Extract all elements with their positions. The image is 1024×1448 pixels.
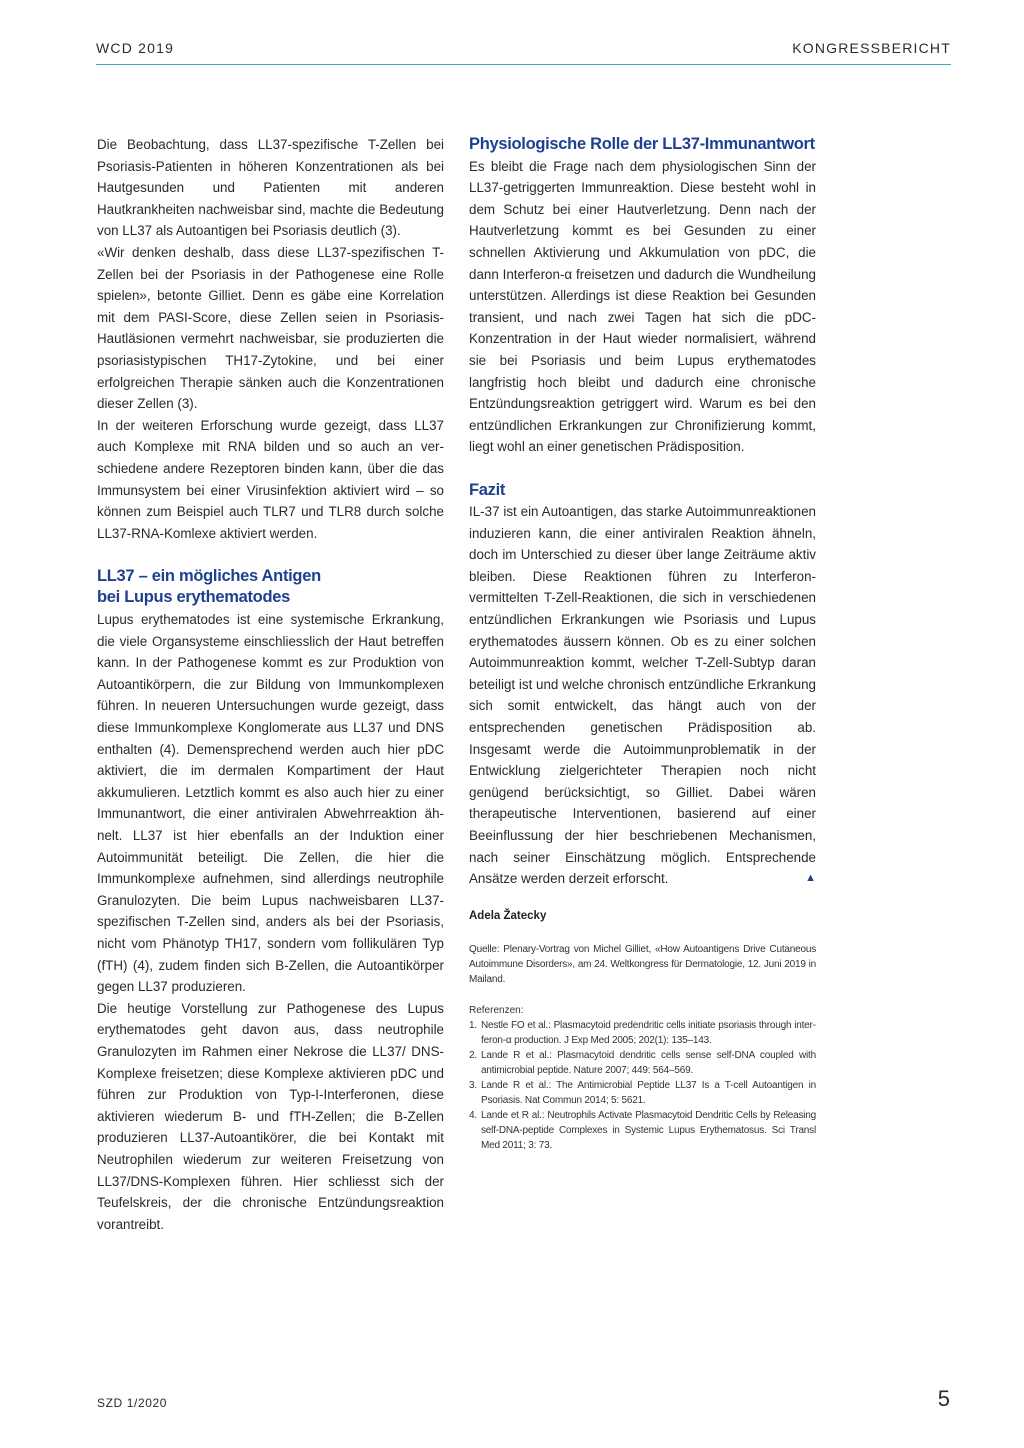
paragraph: Die Beobachtung, dass LL37-spezifische T-Zellen bei Psoriasis-Patienten in höheren Konzentrationen als bei Hautgesunden und Patienten mit anderen Hautkrankheiten nachweisbar sind, machte die Bedeutung von LL37 als Autoantigen bei Psoriasis deutlich (3). — [97, 137, 444, 239]
reference-item — [469, 1048, 816, 1078]
left-column — [97, 134, 444, 1235]
journal-section-label: WCD 2019 — [96, 40, 175, 56]
references-title: Referenzen: — [469, 1004, 524, 1016]
paragraph-text: IL-37 ist ein Autoantigen, das starke Autoimmunreaktionen induzieren kann, die einer antiviralen Reaktion ähneln, doch im Unterschied zu dieser über lange Zeiträume aktiv bleiben. Diese Reaktionen führen zu Interferon-vermittelten T-Zell-Reaktionen, die sich in verschiedenen entzündlichen Erkrankungen wie Psoriasis und Lupus erythematodes äussern können. Ob es zu einer solchen Autoimmunreaktion kommt, welcher T-Zell-Subtyp daran beteiligt ist und welche chronisch entzündliche Erkrankung sich somit entwickelt, das hängt auch von der entsprechenden genetischen Prädisposition ab. Insgesamt werde die Autoimmunproblematik in der Entwicklung zielgerichteter Therapien noch nicht genügend berücksichtigt, so Gilliet. Dabei wären therapeutische Interventionen, basierend auf einer Beeinflussung der hier beschriebenen Mechanismen, nach seiner Einschätzung möglich. Entsprechende Ansätze werden derzeit erforscht. — [469, 504, 816, 887]
reference-text: Nestle FO et al.: Plasmacytoid predendritic cells initiate psoriasis through interferon-α production. J Exp Med 2005; 202(1): 135–143. — [481, 1019, 816, 1046]
page-header — [96, 38, 951, 65]
reference-text: Lande et R al.: Neutrophils Activate Plasmacytoid Dendritic Cells by Releasing self-DNA-peptide Complexes in Systemic Lupus Erythematosus. Sci Transl Med 2011; 3: 73. — [481, 1109, 816, 1151]
paragraph: In der weiteren Erforschung wurde gezeigt, dass LL37 auch Komplexe mit RNA bilden und so auch an verschiedene andere Rezeptoren binden kann, über die das Immunsystem bei einer Virusinfektion aktiviert wird – so können zum Beispiel auch TLR7 und TLR8 durch solche LL37-RNA-Komlexe aktiviert werden. — [97, 417, 444, 541]
paragraph: Es bleibt die Frage nach dem physiologischen Sinn der LL37-getriggerten Immunreaktion. Diese besteht wohl in dem Schutz bei einer Hautverletzung. Denn nach der Hautverletzung kommt es bei Gesunden zu einer schnellen Aktivierung und Akkumulation von pDC, die dann Interferon-α freisetzen und dadurch die Wundheilung unterstützen. Allerdings ist diese Reaktion bei Gesunden transient, und nach zwei Tagen hat sich die pDC-Konzentration in der Haut wieder normalisiert, während sie bei Psoriasis und beim Lupus erythematodes langfristig hoch bleibt und dadurch eine chronische Entzündungsreaktion getriggert wird. Warum es bei den entzündlichen Erkrankungen zur Chronifizierung kommt, liegt wohl an einer genetischen Prädisposition. — [469, 158, 816, 455]
right-column — [469, 134, 816, 1153]
section-heading-line: bei Lupus erythematodes — [97, 588, 290, 607]
section-heading: Physiologische Rolle der LL37-Immunantwort — [469, 135, 815, 153]
reference-item — [469, 1108, 816, 1153]
category-label: KONGRESSBERICHT — [792, 40, 951, 56]
section-heading-line: LL37 – ein mögliches Antigen — [97, 566, 321, 585]
paragraph: Lupus erythematodes ist eine systemische Erkrankung, die viele Organsysteme einschliesslich der Haut betreffen kann. In der Pathogenese kommt es zur Produktion von Autoantikörpern, die zur Bildung von Immunkomplexen führen. In neueren Untersuchungen wurde gezeigt, dass diese Immunkomplexe Konglomerate aus LL37 und DNS enthalten (4). Demensprechend werden auch hier pDC aktiviert, die im dermalen Kompartiment der Haut akkumulieren. Letztlich kommt es also auch hier zu einer Immunantwort, die einer antiviralen Abwehrreaktion ähnelt. LL37 ist hier ebenfalls an der Induktion einer Autoimmunität beteiligt. Die Zellen, die hier die Immunkomplexe aufnehmen, sind allerdings neutrophile Granulozyten. Die beim Lupus nachweisbaren LL37-spezifischen T-Zellen sind, anders als bei der Psoriasis, nicht vom Phänotyp TH17, sondern vom follikulären Typ (fTH) (4), zudem finden sich B-Zellen, die Autoantikörper gegen LL37 produzieren. — [97, 612, 444, 995]
section-heading — [97, 566, 444, 609]
references-list — [469, 1018, 816, 1153]
section-heading: Fazit — [469, 480, 506, 499]
reference-number: 3. — [469, 1079, 477, 1091]
reference-item — [469, 1018, 816, 1048]
reference-number: 4. — [469, 1109, 477, 1121]
paragraph: «Wir denken deshalb, dass diese LL37-spezifischen T-Zellen bei der Psoriasis in der Pathogenese eine Rolle spielen», betonte Gilliet. Denn es gäbe eine Korrelation mit dem PASI-Score, diese Zellen seien in Psoriasis-Hautläsionen vermehrt nachweisbar, sie produzierten die psoriasistypischen TH17-Zytokine, und bei einer erfolgreichen Therapie sänken auch die Konzentrationen dieser Zellen (3). — [97, 244, 444, 412]
end-of-article-triangle-icon: ▲ — [805, 872, 816, 885]
source-note: Quelle: Plenary-Vortrag von Michel Gilliet, «How Autoantigens Drive Cutaneous Autoimmune Disorders», am 24. Weltkongress für Dermatologie, 12. Juni 2019 in Mailand. — [469, 943, 816, 985]
reference-number: 1. — [469, 1019, 477, 1031]
page-number: 5 — [937, 1386, 950, 1411]
author-name: Adela Žatecky — [469, 909, 547, 922]
paragraph: Die heutige Vorstellung zur Pathogenese des Lupus erythematodes geht davon aus, dass neutrophile Granulozyten im Rahmen einer Nekrose die LL37/ DNS-Komplexe freisetzen; diese Komplexe aktivieren pDC und führen zur Produktion von Typ-I-Interferonen, diese aktivieren wiederum B- und fTH-Zellen; die B-Zellen produzieren LL37-Autoantikörer, die bei Kontakt mit Neutrophilen wiederum zur weiteren Freisetzung von LL37/DNS-Komplexen führen. Hier schliesst sich der Teufelskreis, der die chronische Entzündungsreaktion vorantreibt. — [97, 1000, 444, 1232]
reference-text: Lande R et al.: The Antimicrobial Peptide LL37 Is a T-cell Autoantigen in Psoriasis. Nat Commun 2014; 5: 5621. — [481, 1079, 816, 1106]
issue-label: SZD 1/2020 — [97, 1396, 168, 1410]
paragraph — [469, 501, 816, 890]
reference-number: 2. — [469, 1049, 477, 1061]
reference-item — [469, 1078, 816, 1108]
reference-text: Lande R et al.: Plasmacytoid dendritic cells sense self-DNA coupled with antimicrobial peptide. Nature 2007; 449: 564–569. — [481, 1049, 816, 1076]
